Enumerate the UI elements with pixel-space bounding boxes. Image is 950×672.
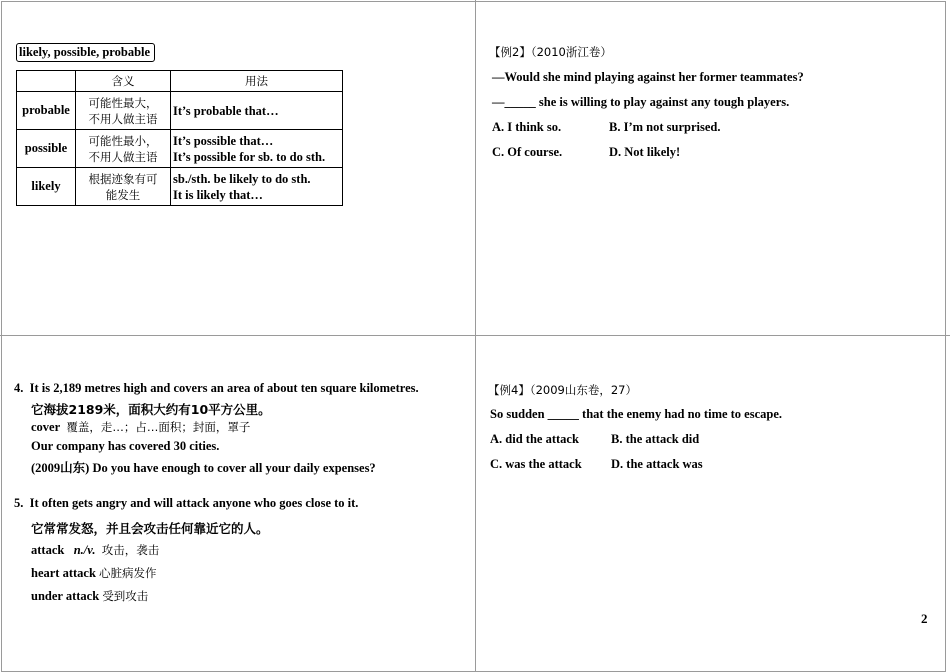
example-source: （2010浙江卷） [530, 45, 612, 59]
table-header-row [17, 71, 343, 92]
item-4-translation: 它海拔2189米，面积大约有10平方公里。 [31, 402, 271, 417]
usage-line: It is likely that… [173, 187, 263, 202]
usage-cell [171, 92, 343, 130]
header-word [17, 71, 76, 92]
header-usage: 用法 [171, 71, 343, 92]
phrase: heart attack [31, 566, 96, 580]
usage-table [16, 70, 343, 206]
item-5-translation: 它常常发怒，并且会攻击任何靠近它的人。 [31, 521, 269, 536]
item-4-example-2 [31, 458, 376, 476]
usage-line: sb./sth. be likely to do sth. [173, 171, 311, 186]
section-title: likely, possible, probable [16, 43, 155, 62]
option-d: D. the attack was [611, 457, 703, 471]
horizontal-divider [0, 335, 950, 336]
option-c: C. was the attack [490, 457, 582, 471]
meaning-line: 可能性最小， [88, 133, 158, 148]
meaning-line: 可能性最大， [88, 95, 158, 110]
meaning-line: 不用人做主语 [88, 149, 158, 164]
word-cell: probable [17, 92, 76, 130]
example-heading [489, 44, 612, 60]
vertical-divider [475, 0, 476, 672]
vocab-pos: n./v. [73, 543, 96, 557]
option-c: C. Of course. [492, 145, 563, 159]
meaning-cell [76, 130, 171, 168]
meaning-cell [76, 168, 171, 206]
option-a: A. I think so. [492, 120, 562, 134]
vocab-meaning: 攻击，袭击 [101, 543, 160, 557]
word-cell: possible [17, 130, 76, 168]
item-5-phrase-1 [31, 565, 157, 581]
item-5-sentence [14, 496, 358, 511]
usage-line: It’s possible that… [173, 133, 274, 148]
option-d: D. Not likely! [609, 145, 681, 159]
item-4-vocab [31, 419, 250, 435]
meaning-cell [76, 92, 171, 130]
word-cell: likely [17, 168, 76, 206]
usage-line: It’s probable that… [173, 103, 279, 118]
usage-cell [171, 168, 343, 206]
usage-cell [171, 130, 343, 168]
phrase-meaning: 心脏病发作 [99, 566, 157, 580]
example-tag: 【例2】 [489, 45, 531, 59]
header-meaning: 含义 [76, 71, 171, 92]
vocab-word: attack [31, 543, 65, 557]
table-row [17, 130, 343, 168]
item-4-sentence [14, 381, 419, 396]
meaning-line: 根据迹象有可 [88, 171, 158, 186]
table-row [17, 92, 343, 130]
item-4-example-1: Our company has covered 30 cities. [31, 439, 220, 453]
item-5-phrase-2 [31, 588, 148, 604]
item-sentence: It is 2,189 metres high and covers an area of about ten square kilometres. [29, 381, 419, 395]
usage-line: It’s possible for sb. to do sth. [173, 149, 326, 164]
example-source: （2009山东卷，27） [529, 383, 637, 397]
example-heading [488, 382, 637, 398]
phrase: under attack [31, 589, 100, 603]
vocab-word: cover [31, 420, 61, 434]
question-text: So sudden _____ that the enemy had no time to escape. [490, 407, 783, 421]
example-text: Do you have enough to cover all your daily expenses? [92, 461, 376, 475]
option-a: A. did the attack [490, 432, 579, 446]
item-number: 4. [14, 381, 24, 395]
vocab-meaning: 覆盖，走…；占…面积；封面，罩子 [66, 420, 251, 434]
item-number: 5. [14, 496, 24, 510]
option-b: B. I’m not surprised. [609, 120, 721, 134]
page-number: 2 [921, 611, 928, 626]
item-5-vocab [31, 542, 159, 558]
option-b: B. the attack did [611, 432, 700, 446]
example-source: (2009山东) [31, 461, 90, 475]
item-sentence: It often gets angry and will attack anyone who goes close to it. [29, 496, 359, 510]
meaning-line: 能发生 [105, 187, 141, 202]
table-row [17, 168, 343, 206]
question-text: —Would she mind playing against her former teammates? [492, 70, 804, 84]
example-tag: 【例4】 [488, 383, 530, 397]
meaning-line: 不用人做主语 [88, 111, 158, 126]
answer-line: —_____ she is willing to play against any tough players. [492, 95, 790, 109]
phrase-meaning: 受到攻击 [102, 589, 149, 603]
